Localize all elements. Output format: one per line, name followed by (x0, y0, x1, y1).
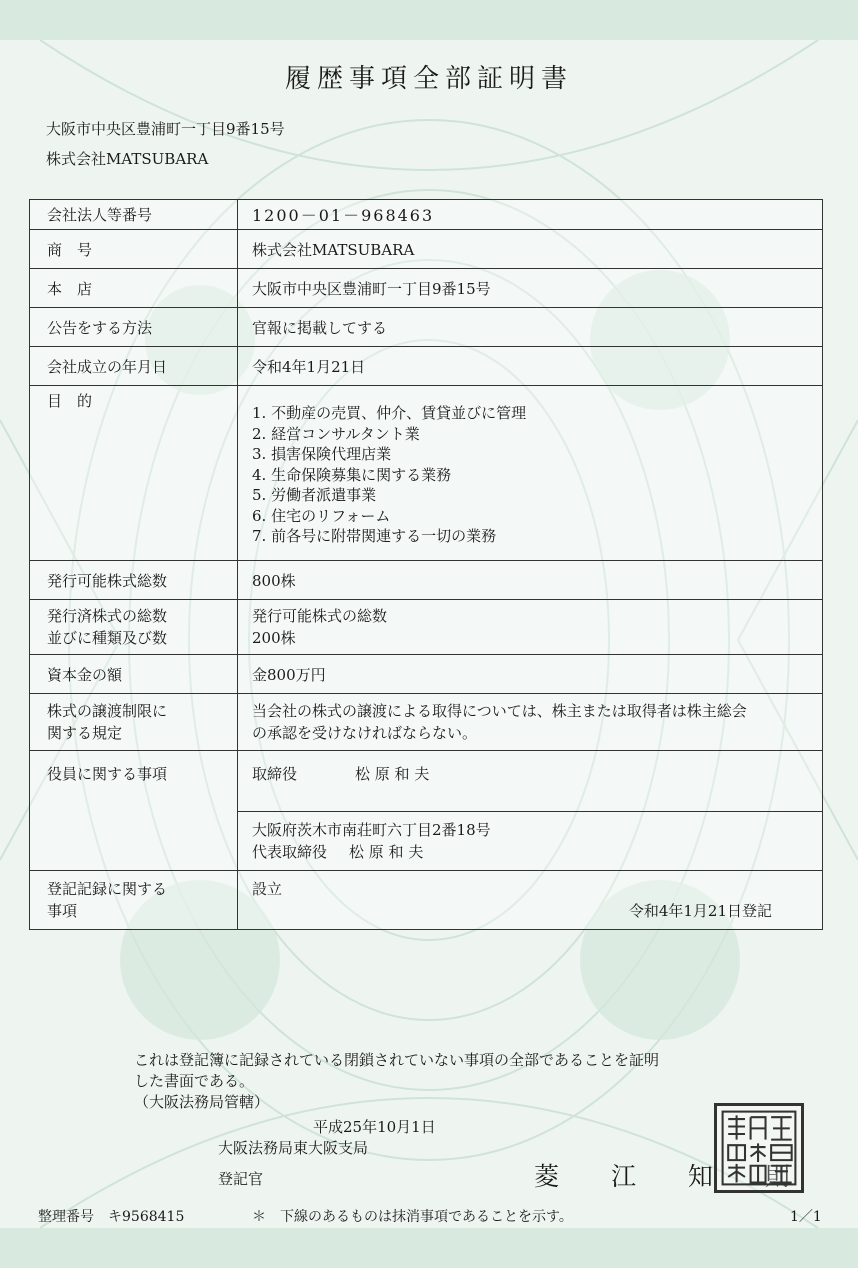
certification-statement: これは登記簿に記録されている閉鎖されていない事項の全部であることを証明 した書面である。 （大阪法務局管轄） (134, 1051, 660, 1111)
label-officers: 役員に関する事項 (30, 751, 238, 871)
value-registration: 設立 令和4年1月21日登記 (238, 871, 823, 930)
list-item: 5. 労働者派遣事業 (252, 486, 377, 504)
label-public-notice: 公告をする方法 (30, 308, 238, 347)
strikeout-note: ＊ 下線のあるものは抹消事項であることを示す。 (252, 1209, 573, 1225)
official-seal (714, 1103, 804, 1193)
value-director: 取締役 松 原 和 夫 (238, 751, 823, 812)
table-row (30, 655, 823, 694)
label-transfer-restriction: 株式の譲渡制限に 関する規定 (30, 694, 238, 751)
table-row (30, 600, 823, 655)
label-purpose: 目 的 (30, 386, 238, 561)
table-row (30, 200, 823, 230)
value-corporate-number: 1200－01－968463 (238, 200, 823, 230)
reference-number: 整理番号 キ9568415 (38, 1209, 185, 1225)
issuing-bureau: 大阪法務局東大阪支局 (218, 1139, 369, 1157)
list-item: 7. 前各号に附帯関連する一切の業務 (252, 527, 497, 545)
list-item: 4. 生命保険募集に関する業務 (252, 465, 452, 484)
document-title: 履歴事項全部証明書 (284, 64, 573, 94)
list-item: 2. 経営コンサルタント業 (252, 424, 420, 443)
certification-date: 平成25年10月1日 (313, 1118, 436, 1136)
value-head-office: 大阪市中央区豊浦町一丁目9番15号 (238, 269, 823, 308)
purpose-list (252, 403, 822, 547)
label-corporate-number: 会社法人等番号 (30, 200, 238, 230)
table-row (30, 347, 823, 386)
label-capital: 資本金の額 (30, 655, 238, 694)
list-item: 3. 損害保険代理店業 (252, 445, 392, 463)
header-address: 大阪市中央区豊浦町一丁目9番15号 (46, 120, 285, 138)
table-row (30, 308, 823, 347)
value-authorized-shares: 800株 (238, 561, 823, 600)
value-purpose (238, 386, 823, 561)
table-row (30, 871, 823, 930)
label-registration: 登記記録に関する 事項 (30, 871, 238, 930)
label-authorized-shares: 発行可能株式総数 (30, 561, 238, 600)
list-item: 6. 住宅のリフォーム (252, 506, 391, 525)
label-trade-name: 商 号 (30, 230, 238, 269)
table-row (30, 386, 823, 561)
value-issued-shares: 発行可能株式の総数 200株 (238, 600, 823, 655)
table-row (30, 751, 823, 812)
list-item: 1. 不動産の売買、仲介、賃貸並びに管理 (252, 404, 527, 422)
value-capital: 金800万円 (238, 655, 823, 694)
registrar-label: 登記官 (218, 1170, 264, 1188)
value-transfer-restriction: 当会社の株式の譲渡による取得については、株主または取得者は株主総会 の承認を受けなければならない。 (238, 694, 823, 751)
registry-table (29, 199, 823, 930)
label-head-office: 本 店 (30, 269, 238, 308)
seal-stamp-icon (717, 1106, 801, 1190)
official-name: 菱 江 知 則 (534, 1162, 812, 1191)
table-row (30, 561, 823, 600)
header-company-name: 株式会社MATSUBARA (46, 150, 209, 168)
label-established-date: 会社成立の年月日 (30, 347, 238, 386)
page-number: 1／1 (790, 1209, 822, 1225)
value-public-notice: 官報に掲載してする (238, 308, 823, 347)
table-row (30, 269, 823, 308)
value-trade-name: 株式会社MATSUBARA (238, 230, 823, 269)
table-row (30, 694, 823, 751)
table-row (30, 230, 823, 269)
value-representative: 大阪府茨木市南荘町六丁目2番18号 代表取締役 松 原 和 夫 (238, 812, 823, 871)
value-established-date: 令和4年1月21日 (238, 347, 823, 386)
label-issued-shares: 発行済株式の総数 並びに種類及び数 (30, 600, 238, 655)
